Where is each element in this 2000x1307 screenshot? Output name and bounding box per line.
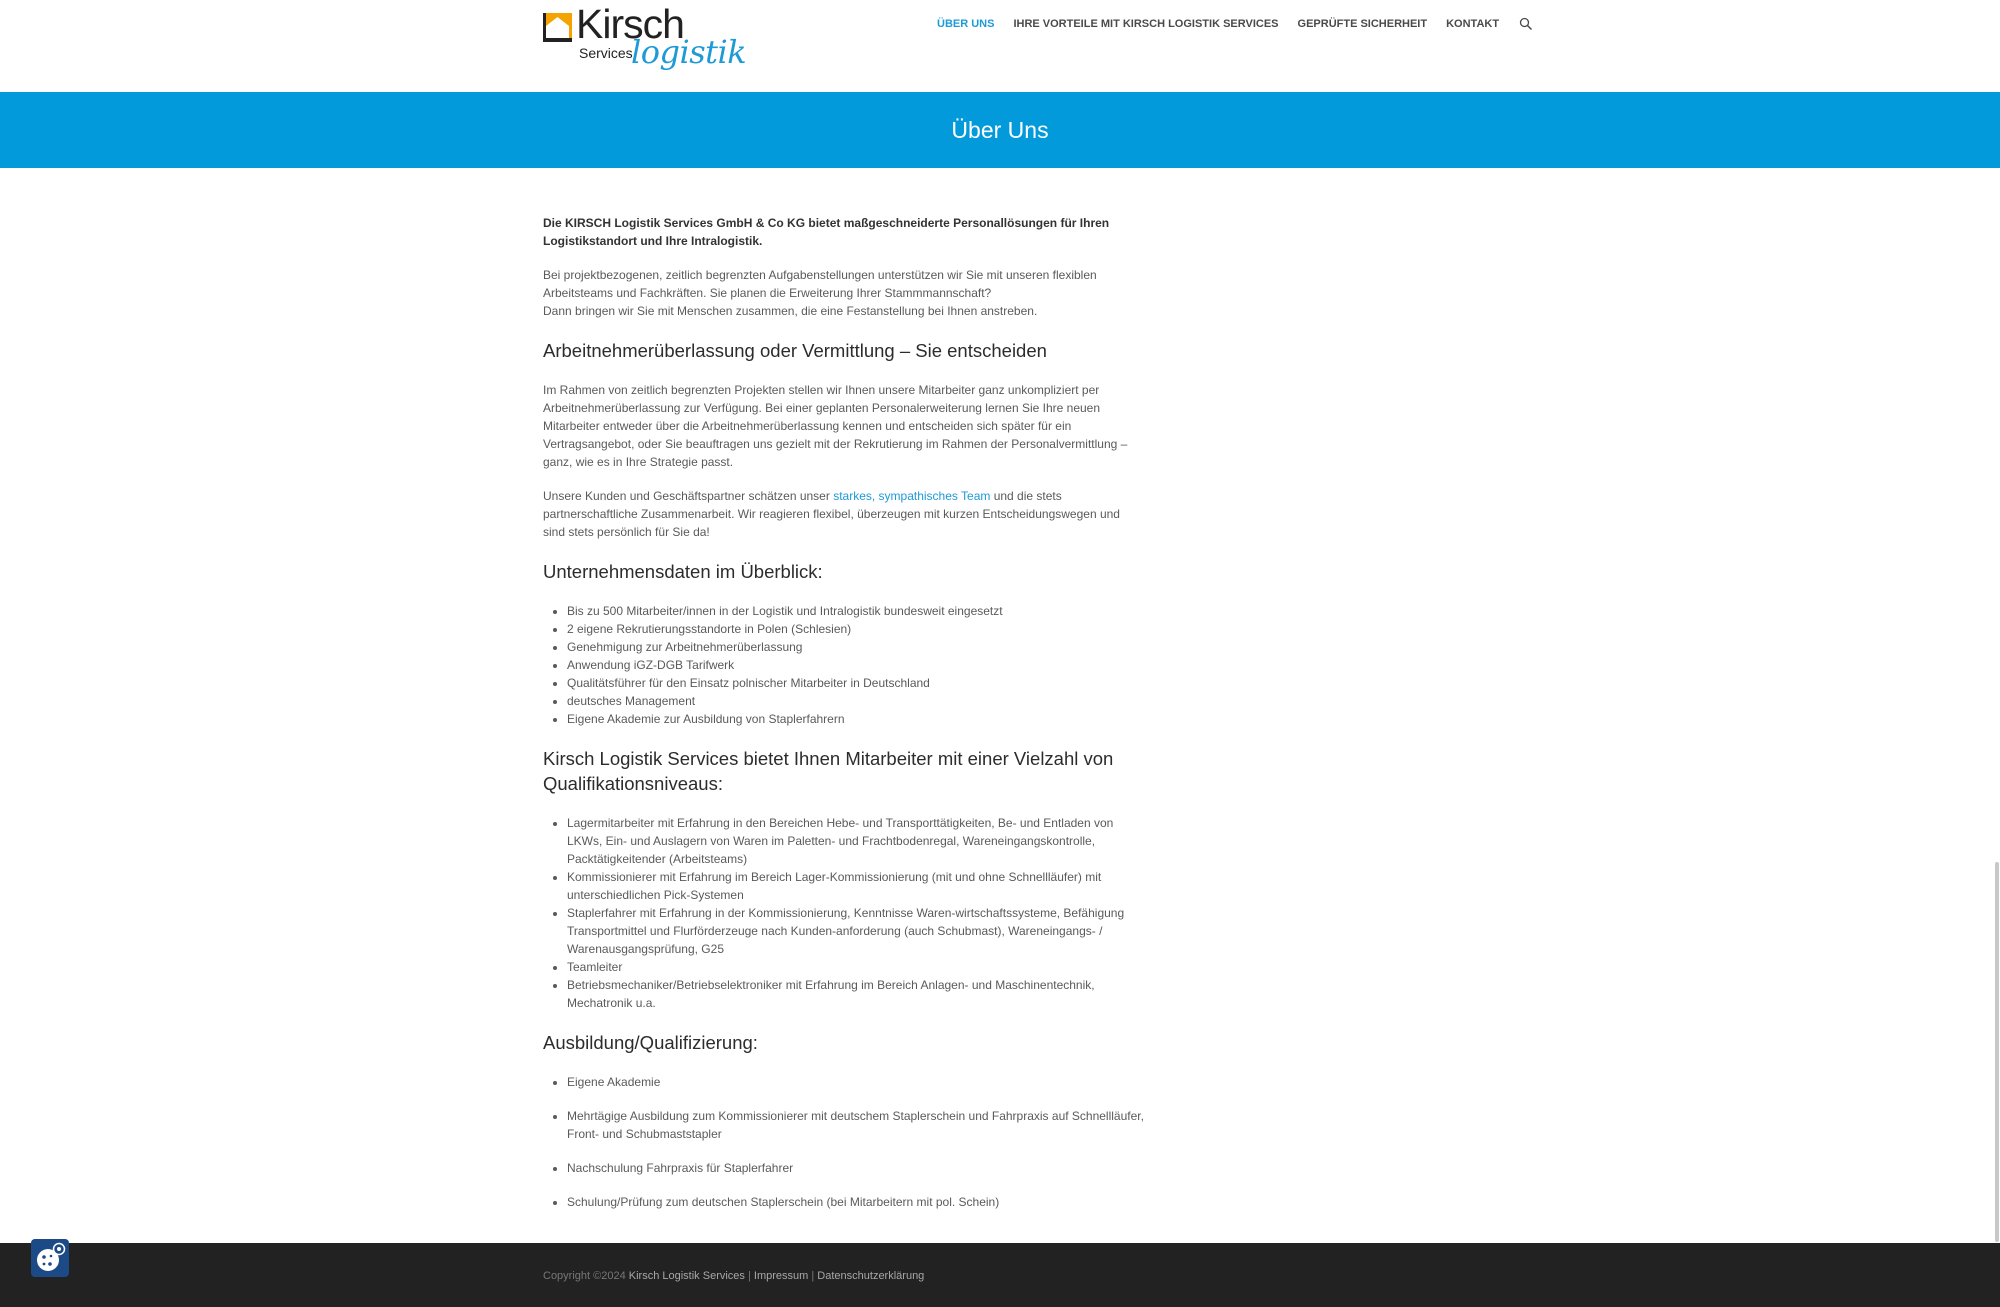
logo-services-text: Services bbox=[579, 45, 633, 61]
list-item: • Nachschulung Fahrpraxis für Staplerfahrer bbox=[567, 1159, 1145, 1177]
cookie-settings-icon bbox=[31, 1239, 69, 1277]
kunden-text-after: und die stets partnerschaftliche Zusammenarbeit. Wir reagieren flexibel, überzeugen mit kurzen Entscheidungswegen und sind stets persönlich für Sie da! bbox=[543, 489, 1120, 539]
list-item: • Mehrtägige Ausbildung zum Kommissionierer mit deutschem Staplerschein und Fahrpraxis auf Schnellläufer, Front- und Schubmaststapler bbox=[567, 1107, 1145, 1143]
list-item: • Staplerfahrer mit Erfahrung in der Kommissionierung, Kenntnisse Waren-wirtschaftssysteme, Befähigung Transportmittel und Flurförderzeuge nach Kunden-anforderung (auch Schubmast), Wareneingangs- / Warenausgangsprüfung, G25 bbox=[567, 904, 1145, 958]
list-item: • Anwendung iGZ-DGB Tarifwerk bbox=[567, 656, 1145, 674]
lead-paragraph: Die KIRSCH Logistik Services GmbH & Co KG bietet maßgeschneiderte Personallösungen für Ihren Logistikstandort und Ihre Intralogistik. bbox=[543, 216, 1110, 248]
ausbildung-list bbox=[543, 1073, 1145, 1211]
paragraph-arbeitnehmerueberlassung: Im Rahmen von zeitlich begrenzten Projekten stellen wir Ihnen unsere Mitarbeiter ganz unkompliziert per Arbeitnehmerüberlassung zur Verfügung. Bei einer geplanten Personalerweiterung lernen Sie Ihre neuen Mitarbeiter entweder über die Arbeitnehmerüberlassung kennen und entscheiden sich später für ein Vertragsangebot, oder Sie beauftragen uns gezielt mit der Rekrutierung im Rahmen der Personalvermittlung – ganz, wie es in Ihre Strategie passt. bbox=[543, 383, 1128, 469]
page-scrollbar[interactable] bbox=[1995, 862, 1999, 1242]
paragraph-kunden bbox=[543, 487, 1145, 541]
logo-logistik-script: logistik bbox=[631, 33, 747, 71]
footer-company-link[interactable]: Kirsch Logistik Services bbox=[628, 1270, 745, 1282]
copyright-text: Copyright ©2024 bbox=[543, 1270, 629, 1282]
list-item: • deutsches Management bbox=[567, 692, 1145, 710]
list-item: • Eigene Akademie zur Ausbildung von Staplerfahrern bbox=[567, 710, 1145, 728]
intro-paragraph bbox=[543, 266, 1145, 320]
main-navigation bbox=[937, 17, 1533, 31]
page-title: Über Uns bbox=[951, 117, 1049, 143]
list-item: • Teamleiter bbox=[567, 958, 1145, 976]
main-content bbox=[543, 214, 1145, 1227]
nav-item-gepruefte-sicherheit[interactable]: GEPRÜFTE SICHERHEIT bbox=[1297, 18, 1428, 30]
unternehmensdaten-list bbox=[543, 602, 1145, 728]
list-item: • Betriebsmechaniker/Betriebselektroniker mit Erfahrung im Bereich Anlagen- und Maschinentechnik, Mechatronik u.a. bbox=[567, 976, 1145, 1012]
footer-separator: | bbox=[744, 1270, 754, 1282]
footer-impressum-link[interactable]: Impressum bbox=[753, 1270, 809, 1282]
list-item: • Lagermitarbeiter mit Erfahrung in den Bereichen Hebe- und Transporttätigkeiten, Be- und Entladen von LKWs, Ein- und Auslagern von Waren im Paletten- und Frachtbodenregal, Wareneingangskontrolle, Packtätigkeitender (Arbeitsteams) bbox=[567, 814, 1145, 868]
heading-ausbildung: Ausbildung/Qualifizierung: bbox=[543, 1032, 758, 1053]
site-header bbox=[0, 0, 2000, 93]
nav-item-kontakt[interactable]: KONTAKT bbox=[1446, 18, 1500, 30]
list-item: • Schulung/Prüfung zum deutschen Staplerschein (bei Mitarbeitern mit pol. Schein) bbox=[567, 1193, 1145, 1211]
footer-copyright-line bbox=[543, 1270, 924, 1282]
nav-item-ihre-vorteile[interactable]: IHRE VORTEILE MIT KIRSCH LOGISTIK SERVICES bbox=[1013, 18, 1279, 30]
list-item: • 2 eigene Rekrutierungsstandorte in Polen (Schlesien) bbox=[567, 620, 1145, 638]
list-item: • Genehmigung zur Arbeitnehmerüberlassung bbox=[567, 638, 1145, 656]
intro-line: Dann bringen wir Sie mit Menschen zusammen, die eine Festanstellung bei Ihnen anstreben. bbox=[543, 304, 1038, 318]
site-logo[interactable] bbox=[543, 1, 747, 80]
site-footer bbox=[0, 1243, 2000, 1307]
team-link[interactable]: starkes, sympathisches Team bbox=[833, 489, 991, 503]
page-title-band bbox=[0, 92, 2000, 168]
logo-house-icon bbox=[543, 13, 572, 42]
list-item: • Kommissionierer mit Erfahrung im Bereich Lager-Kommissionierung (mit und ohne Schnellläufer) mit unterschiedlichen Pick-Systemen bbox=[567, 868, 1145, 904]
logo-wordmark: Kirsch bbox=[576, 1, 684, 47]
list-item: • Bis zu 500 Mitarbeiter/innen in der Logistik und Intralogistik bundesweit eingesetzt bbox=[567, 602, 1145, 620]
footer-separator: | bbox=[808, 1270, 818, 1282]
heading-qualifikationsniveaus: Kirsch Logistik Services bietet Ihnen Mitarbeiter mit einer Vielzahl von Qualifikationsniveaus: bbox=[543, 748, 1114, 794]
qualifikation-list bbox=[543, 814, 1145, 1012]
nav-item-ueber-uns[interactable]: ÜBER UNS bbox=[937, 18, 995, 30]
intro-line: Bei projektbezogenen, zeitlich begrenzten Aufgabenstellungen unterstützen wir Sie mit unseren flexiblen Arbeitsteams und Fachkräften. Sie planen die Erweiterung Ihrer Stammmannschaft? bbox=[543, 268, 1097, 300]
footer-datenschutz-link[interactable]: Datenschutzerklärung bbox=[817, 1270, 925, 1282]
list-item: • Eigene Akademie bbox=[567, 1073, 1145, 1091]
heading-arbeitnehmerueberlassung: Arbeitnehmerüberlassung oder Vermittlung – Sie entscheiden bbox=[543, 340, 1047, 361]
cookie-settings-button[interactable] bbox=[31, 1239, 69, 1277]
kunden-text-before: Unsere Kunden und Geschäftspartner schätzen unser bbox=[543, 489, 834, 503]
heading-unternehmensdaten: Unternehmensdaten im Überblick: bbox=[543, 561, 823, 582]
list-item: • Qualitätsführer für den Einsatz polnischer Mitarbeiter in Deutschland bbox=[567, 674, 1145, 692]
search-icon[interactable] bbox=[1519, 17, 1533, 31]
